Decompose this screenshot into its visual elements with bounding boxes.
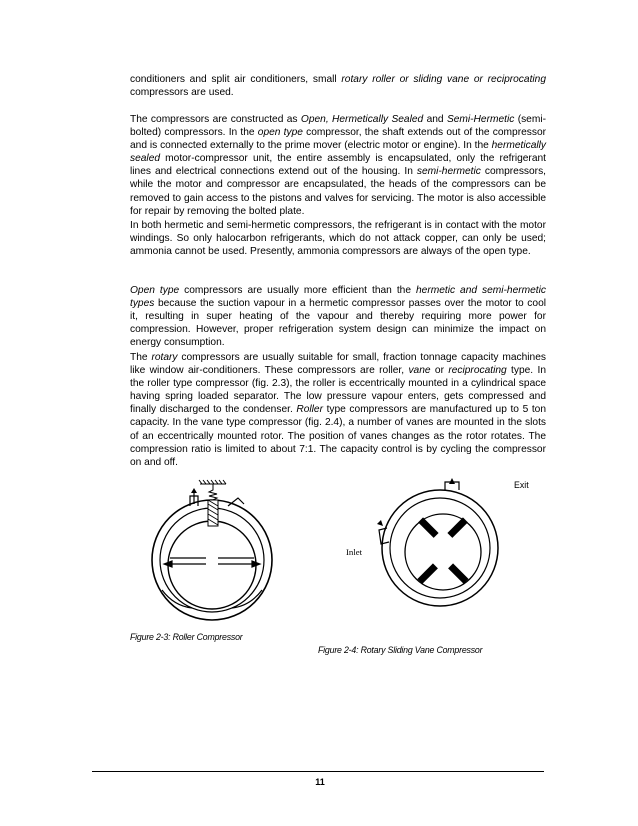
- text-run: semi-hermetic: [416, 166, 481, 178]
- paragraph-2: [130, 113, 546, 218]
- text-run: In both hermetic and semi-hermetic compressors, the refrigerant is in contact with the motor windings. So only halocarbon refrigerants, which do not attack copper, can only be used; ammonia cannot be used. Presently, ammonia compressors are always of the open type.: [130, 220, 546, 258]
- text-run: compressors are used.: [130, 87, 234, 99]
- text-run: Open, Hermetically Sealed: [300, 114, 424, 125]
- text-run: rotary: [151, 352, 178, 363]
- vane-1: [418, 517, 439, 538]
- footer-rule: [92, 771, 544, 772]
- paragraph-1: [130, 73, 546, 99]
- rotor: [405, 514, 481, 590]
- text-run: compressors, while the motor and compressor are encapsulated, the heads of the compressors can be removed to gain access to the pistons and valves for servicing. The motor is also accessible for repair by removing the bolted plate.: [130, 166, 546, 217]
- text-run: type compressors are manufactured up to 5 ton capacity. In the vane type compressor (fig. 2.4), a number of vanes are mounted in the slots of an eccentrically mounted rotor. The position of vanes changes as the rotor rotates. The compression ratio is limited to about 7:1. The capacity control is by cycling the compressor on and off.: [130, 404, 546, 468]
- text-run: Roller: [296, 404, 323, 416]
- paragraph-4: [130, 284, 546, 349]
- text-run: hermetically sealed: [130, 140, 546, 165]
- text-run: The: [130, 352, 152, 363]
- vane-4: [448, 563, 469, 584]
- text-run: compressors are usually suitable for small, fraction tonnage capacity machines like window air-conditioners. These compressors are roller,: [130, 352, 546, 377]
- text-run: (semi-bolted) compressors. In the: [130, 114, 546, 139]
- text-run: and: [423, 114, 447, 125]
- paragraph-5: [130, 351, 546, 469]
- text-run: rotary roller or sliding vane or reciprocating: [341, 74, 546, 85]
- text-run: or: [430, 365, 449, 377]
- label-exit: Exit: [514, 480, 529, 490]
- vane-3: [417, 563, 438, 584]
- text-run: The compressors are constructed as: [130, 114, 301, 125]
- vane-2: [447, 517, 468, 538]
- page-number: 11: [315, 777, 325, 787]
- roller-compressor-figure: [140, 478, 290, 628]
- text-run: compressor, the shaft extends out of the compressor and is connected externally to the prime mover (electric motor or engine). In the: [130, 127, 546, 152]
- text-run: vane: [408, 365, 431, 377]
- separator-blade: [208, 500, 218, 526]
- text-run: because the suction vapour in a hermetic compressor passes over the motor to cool it, resulting in super heating of the vapour and thereby requiring more power for compression. However, proper refrigeration system design can minimize the impact on energy consumption.: [130, 298, 546, 349]
- text-run: type. In the roller type compressor (fig. 2.3), the roller is eccentrically mounted in a cylindrical space having spring loaded separator. The low pressure vapour enters, gets compressed and finally discharged to the condenser.: [130, 365, 547, 416]
- text-run: compressors are usually more efficient than the: [179, 285, 416, 296]
- text-run: open type: [257, 127, 303, 139]
- sliding-vane-compressor-figure: [375, 478, 505, 613]
- figure-2-3-caption: Figure 2-3: Roller Compressor: [130, 632, 243, 642]
- roller: [168, 521, 256, 609]
- paragraph-3: [130, 219, 546, 258]
- text-run: hermetic and semi-hermetic types: [130, 285, 546, 310]
- figure-2-4-caption: Figure 2-4: Rotary Sliding Vane Compressor: [318, 645, 483, 655]
- text-run: reciprocating: [448, 365, 507, 377]
- text-run: Open type: [130, 285, 180, 296]
- label-inlet: Inlet: [346, 547, 363, 557]
- text-run: motor-compressor unit, the entire assembly is encapsulated, only the refrigerant lines and electrical connections extend out of the housing. In: [130, 153, 546, 178]
- text-run: Semi-Hermetic: [446, 114, 515, 125]
- text-run: conditioners and split air conditioners, small: [130, 74, 342, 85]
